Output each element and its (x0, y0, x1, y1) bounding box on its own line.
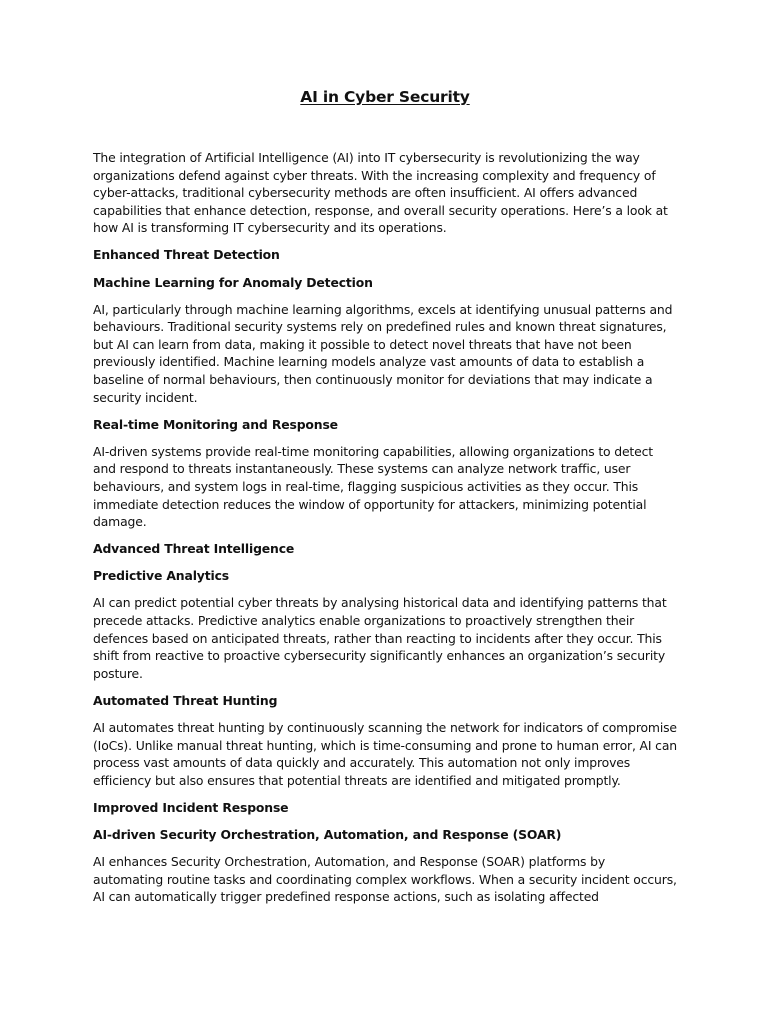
subsection-heading-anomaly-detection: Machine Learning for Anomaly Detection (93, 274, 373, 290)
section-heading-advanced-threat-intelligence: Advanced Threat Intelligence (93, 541, 295, 557)
subsection-heading-soar: AI-driven Security Orchestration, Automation, and Response (SOAR) (93, 827, 562, 842)
paragraph-predictive-analytics: AI can predict potential cyber threats by analysing historical data and identifying patterns that precede attacks. Predictive analytics enable organizations to proactively strengthen their defences based on anticipated threats, rather than reacting to incidents after they occur. This shift from reactive to proactive cybersecurity significantly enhances an organization’s security posture. (93, 595, 667, 681)
paragraph-soar: AI enhances Security Orchestration, Automation, and Response (SOAR) platforms by automating routine tasks and coordinating complex workflows. When a security incident occurs, AI can automatically trigger predefined response actions, such as isolating affected (93, 854, 677, 905)
subsection-heading-realtime-monitoring: Real-time Monitoring and Response (93, 416, 338, 432)
subsection-heading-automated-threat-hunting: Automated Threat Hunting (93, 692, 278, 708)
document-page (93, 86, 677, 915)
paragraph-anomaly-detection: AI, particularly through machine learning algorithms, excels at identifying unusual patterns and behaviours. Traditional security systems rely on predefined rules and known threat signatures, but AI can learn from data, making it possible to detect novel threats that have not been previously identified. Machine learning models analyze vast amounts of data to establish a baseline of normal behaviours, then continuously monitor for deviations that may indicate a security incident. (93, 301, 673, 405)
paragraph-automated-threat-hunting: AI automates threat hunting by continuously scanning the network for indicators of compromise (IoCs). Unlike manual threat hunting, which is time-consuming and prone to human error, AI can process vast amounts of data quickly and accurately. This automation not only improves efficiency but also ensures that potential threats are identified and mitigated promptly. (93, 720, 677, 788)
section-heading-improved-incident-response: Improved Incident Response (93, 799, 289, 815)
document-title: AI in Cyber Security (300, 88, 470, 106)
section-heading-enhanced-threat-detection: Enhanced Threat Detection (93, 247, 280, 263)
paragraph-realtime-monitoring: AI-driven systems provide real-time monitoring capabilities, allowing organizations to detect and respond to threats instantaneously. These systems can analyze network traffic, user behaviours, and system logs in real-time, flagging suspicious activities as they occur. This immediate detection reduces the window of opportunity for attackers, minimizing potential damage. (93, 443, 653, 530)
subsection-heading-predictive-analytics: Predictive Analytics (93, 568, 230, 584)
intro-paragraph: The integration of Artificial Intelligence (AI) into IT cybersecurity is revolutionizing the way organizations defend against cyber threats. With the increasing complexity and frequency of cyber-attacks, traditional cybersecurity methods are often insufficient. AI offers advanced capabilities that enhance detection, response, and overall security operations. Here’s a look at how AI is transforming IT cybersecurity and its operations. (93, 150, 668, 236)
